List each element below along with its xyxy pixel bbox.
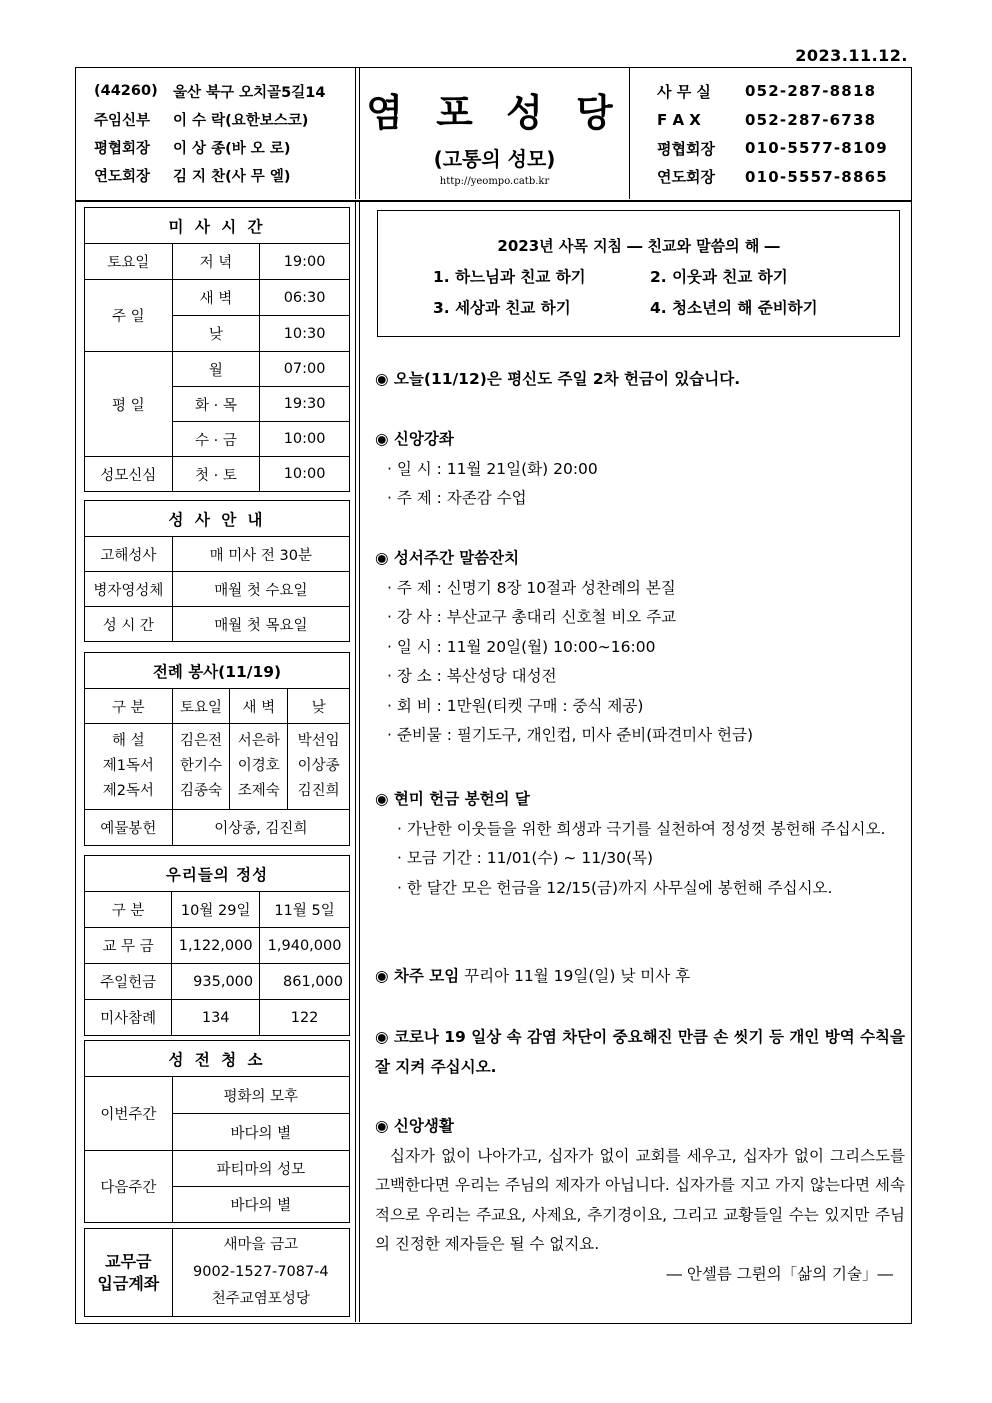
liturgy-person: 한기수 [180, 758, 223, 774]
giving-col-header: 구 분 [85, 892, 172, 928]
contact-key: 연도회장 [657, 168, 715, 187]
notice-faith-lecture [375, 425, 905, 514]
sacrament-schedule: 매월 첫 수요일 [172, 572, 349, 607]
giving-col-header: 11월 5일 [260, 892, 350, 928]
offering-value: 이상종, 김진희 [172, 810, 349, 846]
mass-slot: 첫 · 토 [172, 457, 260, 492]
account-label: 교무금 [105, 1251, 152, 1271]
mass-times-table [84, 207, 350, 492]
notice-bible-week [375, 544, 905, 751]
info-row [94, 161, 355, 189]
notice-heading: ◉ 성서주간 말씀잔치 [375, 549, 520, 567]
account-holder: 천주교염포성당 [211, 1291, 310, 1307]
notice-item: · 장 소 : 복산성당 대성전 [387, 667, 557, 685]
bulletin-header [75, 67, 912, 201]
notice-heading: ◉ 차주 모임 [375, 967, 460, 985]
mass-time: 10:00 [260, 457, 350, 492]
giving-value: 935,000 [172, 964, 260, 1000]
notice-rice-offering [375, 785, 905, 903]
notice-faith-life [375, 1112, 905, 1289]
liturgy-person: 김진희 [297, 783, 340, 799]
giving-value: 861,000 [260, 964, 350, 1000]
notice-item: · 강 사 : 부산교구 총대리 신호철 비오 주교 [387, 608, 677, 626]
notice-heading: ◉ 신앙강좌 [375, 430, 454, 448]
info-row [94, 133, 355, 161]
liturgy-person: 조제숙 [237, 783, 280, 799]
sacraments-title: 성 사 안 내 [85, 501, 350, 537]
cleaning-group: 바다의 별 [172, 1187, 349, 1223]
notice-item: · 가난한 이웃들을 위한 희생과 극기를 실천하여 정성껏 봉헌해 주십시오. [397, 819, 886, 838]
pastoral-theme-item: 2. 이웃과 친교 하기 [650, 268, 788, 286]
sacrament-name: 병자영성체 [85, 572, 173, 607]
info-key: 평협회장 [94, 140, 151, 157]
contact-key: 평협회장 [657, 139, 715, 158]
account-label: 입금계좌 [97, 1273, 160, 1293]
parish-title-block [359, 68, 630, 199]
pastoral-theme-line [378, 296, 899, 318]
info-key: 주임신부 [94, 112, 151, 129]
liturgy-person: 김은전 [180, 733, 223, 749]
liturgy-role: 제2독서 [102, 783, 154, 799]
info-key: 연도회장 [94, 168, 151, 185]
notice-next-meeting [375, 962, 905, 992]
mass-slot: 화 · 목 [172, 387, 260, 422]
sacrament-schedule: 매 미사 전 30분 [172, 537, 349, 572]
right-column [359, 202, 910, 1322]
pastoral-theme-title: 2023년 사목 지침 ― 친교와 말씀의 해 ― [497, 237, 780, 255]
mass-slot: 저 녁 [172, 244, 260, 280]
cleaning-week-label: 이번주간 [85, 1077, 173, 1151]
info-key: (44260) [94, 83, 158, 99]
notice-heading: ◉ 현미 헌금 봉헌의 달 [375, 790, 530, 808]
cleaning-group: 바다의 별 [172, 1114, 349, 1151]
mass-time: 10:30 [260, 316, 350, 352]
giving-title: 우리들의 정성 [85, 856, 350, 892]
contact-value: 052-287-6738 [745, 110, 877, 129]
cleaning-group: 평화의 모후 [172, 1077, 349, 1114]
notice-heading: ◉ 신앙생활 [375, 1117, 454, 1135]
liturgy-col-header: 구 분 [85, 689, 173, 724]
account-bank: 새마을 금고 [223, 1237, 299, 1253]
notice-item: · 일 시 : 11월 21일(화) 20:00 [387, 459, 598, 478]
liturgy-person: 이상종 [297, 758, 340, 774]
notice-item: · 모금 기간 : 11/01(수) ∼ 11/30(목) [397, 849, 654, 867]
bulletin-date: 2023.11.12. [795, 46, 908, 65]
contact-value: 052-287-8818 [745, 82, 877, 101]
giving-row-label: 교 무 금 [85, 928, 172, 964]
account-table [84, 1228, 350, 1317]
quote-text: 십자가 없이 나아가고, 십자가 없이 교회를 세우고, 십자가 없이 그리스도를 고백한다면 우리는 주님의 제자가 아닙니다. 십자가를 지고 가지 않는다면 세속적으로 우리는 주교요, 사제요, 추기경이요, 그리고 교황들일 수는 있지만 주님의 진정한 제자들은 될 수 없지요. [375, 1146, 905, 1253]
cleaning-title: 성 전 청 소 [85, 1041, 350, 1077]
notice-heading: ◉ 오늘(11/12)은 평신도 주일 2차 헌금이 있습니다. [375, 370, 741, 388]
parish-title: 염 포 성 당 [366, 91, 623, 135]
quote-source: ― 안셀름 그륀의「삶의 기술」― [666, 1264, 893, 1283]
mass-time: 19:30 [260, 387, 350, 422]
mass-day: 주 일 [85, 280, 173, 352]
giving-value: 134 [172, 1000, 260, 1036]
giving-value: 1,122,000 [172, 928, 260, 964]
info-row [94, 105, 355, 133]
liturgy-role: 해 설 [112, 733, 145, 749]
mass-times-title: 미 사 시 간 [85, 208, 350, 244]
mass-time: 10:00 [260, 422, 350, 457]
info-value: 울산 북구 오치골5길14 [173, 84, 326, 101]
mass-day: 성모신심 [85, 457, 173, 492]
mass-slot: 수 · 금 [172, 422, 260, 457]
liturgy-title: 전례 봉사(11/19) [85, 653, 350, 689]
pastoral-theme-item: 3. 세상과 친교 하기 [433, 299, 571, 317]
contact-value: 010-5557-8865 [745, 167, 888, 186]
mass-day: 평 일 [85, 352, 173, 457]
liturgy-person: 김종숙 [180, 783, 223, 799]
info-value: 이 수 락(요한보스코) [173, 112, 309, 129]
sacrament-schedule: 매월 첫 목요일 [172, 607, 349, 642]
pastoral-theme-box [377, 210, 900, 337]
pastoral-theme-item: 1. 하느님과 친교 하기 [433, 268, 586, 286]
parish-subtitle: (고통의 성모) [433, 147, 556, 171]
liturgy-col-header: 토요일 [172, 689, 230, 724]
notice-item: · 준비물 : 필기도구, 개인컵, 미사 준비(파견미사 헌금) [387, 726, 754, 744]
notice-item: · 주 제 : 자존감 수업 [387, 489, 527, 507]
liturgy-col-header: 낮 [288, 689, 350, 724]
notice-item: · 일 시 : 11월 20일(월) 10:00∼16:00 [387, 637, 656, 656]
pastoral-theme-line [378, 265, 899, 287]
parish-url[interactable]: http://yeompo.catb.kr [439, 176, 550, 187]
notice-covid [375, 1023, 905, 1082]
sacraments-table [84, 500, 350, 642]
mass-slot: 낮 [172, 316, 260, 352]
mass-time: 07:00 [260, 352, 350, 387]
contact-value: 010-5577-8109 [745, 139, 888, 158]
notice-item: · 한 달간 모은 헌금을 12/15(금)까지 사무실에 봉헌해 주십시오. [397, 878, 833, 897]
sacrament-name: 고해성사 [85, 537, 173, 572]
contact-key: F A X [657, 110, 701, 129]
contact-row [657, 134, 911, 163]
info-value: 김 지 찬(사 무 엘) [173, 168, 291, 185]
liturgy-role: 제1독서 [102, 758, 154, 774]
liturgy-col-header: 새 벽 [230, 689, 288, 724]
notice-text: 꾸리아 11월 19일(일) 낮 미사 후 [464, 967, 691, 985]
notice-heading: ◉ 코로나 19 일상 속 감염 차단이 중요해진 만큼 손 씻기 등 개인 방역 수칙을 잘 지켜 주십시오. [375, 1028, 905, 1076]
notice-item: · 회 비 : 1만원(티켓 구매 : 중식 제공) [387, 696, 644, 715]
info-value: 이 상 종(바 오 로) [173, 140, 291, 157]
contact-key: 사 무 실 [657, 82, 711, 101]
offering-label: 예물봉헌 [85, 810, 173, 846]
pastoral-theme-item: 4. 청소년의 해 준비하기 [650, 299, 818, 317]
mass-day: 토요일 [85, 244, 173, 280]
contact-row [657, 106, 911, 135]
mass-time: 19:00 [260, 244, 350, 280]
cleaning-table [84, 1040, 350, 1223]
parish-info [76, 68, 356, 199]
liturgy-person: 서은하 [237, 733, 280, 749]
left-column [76, 202, 356, 1322]
bulletin-body [75, 201, 912, 1324]
liturgy-table [84, 652, 350, 846]
giving-value: 1,940,000 [260, 928, 350, 964]
liturgy-person: 박선임 [297, 733, 340, 749]
account-number: 9002-1527-7087-4 [193, 1264, 329, 1280]
giving-row-label: 주일헌금 [85, 964, 172, 1000]
notice-second-collection [375, 365, 905, 395]
notice-item: · 주 제 : 신명기 8장 10절과 성찬례의 본질 [387, 578, 676, 597]
cleaning-group: 파티마의 성모 [172, 1151, 349, 1187]
mass-time: 06:30 [260, 280, 350, 316]
sacrament-name: 성 시 간 [85, 607, 173, 642]
liturgy-person: 이경호 [237, 758, 280, 774]
mass-slot: 월 [172, 352, 260, 387]
info-row [94, 77, 355, 105]
contact-info [633, 68, 911, 199]
contact-row [657, 77, 911, 106]
mass-slot: 새 벽 [172, 280, 260, 316]
giving-value: 122 [260, 1000, 350, 1036]
contact-row [657, 163, 911, 192]
giving-table [84, 855, 350, 1036]
giving-row-label: 미사참례 [85, 1000, 172, 1036]
cleaning-week-label: 다음주간 [85, 1151, 173, 1223]
giving-col-header: 10월 29일 [172, 892, 260, 928]
